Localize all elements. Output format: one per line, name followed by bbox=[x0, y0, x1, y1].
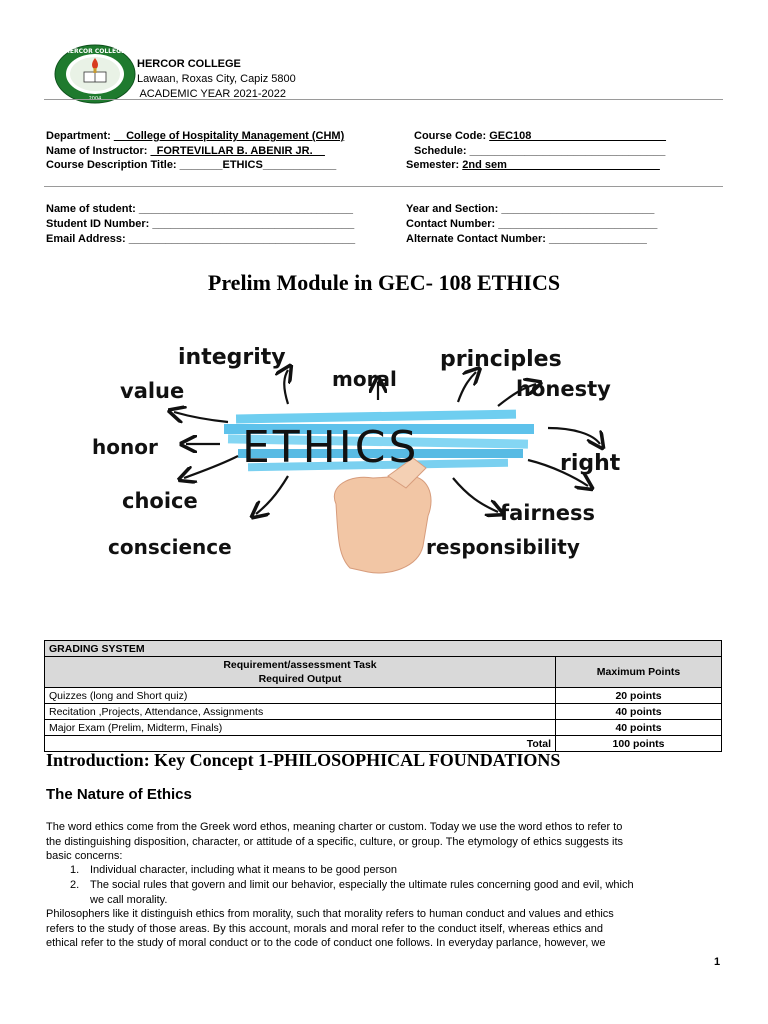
course-code-row: Course Code: GEC108______________________ bbox=[414, 130, 666, 142]
word-moral: moral bbox=[332, 367, 397, 391]
word-honor: honor bbox=[92, 435, 158, 459]
word-responsibility: responsibility bbox=[426, 535, 580, 559]
instructor-row: Name of Instructor: _FORTEVILLAR B. ABENIR JR.__ bbox=[46, 145, 325, 157]
year-section-field[interactable]: Year and Section: _________________________ bbox=[406, 203, 655, 215]
header-divider bbox=[44, 99, 723, 100]
table-row: Quizzes (long and Short quiz) 20 points bbox=[45, 688, 722, 704]
word-ethics-center: ETHICS bbox=[242, 422, 420, 473]
email-field[interactable]: Email Address: _____________________________________ bbox=[46, 233, 356, 245]
grading-system-table bbox=[44, 640, 722, 752]
ethics-word-cloud-image bbox=[88, 336, 676, 576]
college-info bbox=[137, 57, 296, 102]
column-header-points: Maximum Points bbox=[556, 657, 722, 688]
schedule-row: Schedule: ________________________________ bbox=[414, 145, 666, 157]
word-fairness: fairness bbox=[500, 501, 596, 525]
paragraph-2: Philosophers like it distinguish ethics from morality, such that morality refers to human conduct and values and ethics refers to the study of those areas. By this account, morals and moral refer to the conduct itself, whereas ethics and ethical refer to the study of moral conduct or to the code of conduct one follows. In everyday parlance, however, we bbox=[46, 908, 614, 950]
college-seal-logo bbox=[54, 44, 136, 104]
module-title: Prelim Module in GEC- 108 ETHICS bbox=[207, 270, 561, 295]
section-heading: The Nature of Ethics bbox=[46, 786, 192, 803]
word-integrity: integrity bbox=[178, 345, 286, 370]
word-honesty: honesty bbox=[516, 377, 611, 401]
academic-year: ACADEMIC YEAR 2021-2022 bbox=[137, 88, 286, 100]
hand-marker bbox=[334, 458, 431, 573]
college-address: Lawaan, Roxas City, Capiz 5800 bbox=[137, 73, 296, 85]
semester-row: Semester: 2nd sem_________________________ bbox=[406, 159, 660, 171]
table-total-row: Total 100 points bbox=[45, 736, 722, 752]
college-name: HERCOR COLLEGE bbox=[137, 58, 241, 70]
course-description-row: Course Description Title: _______ETHICS____________ bbox=[46, 159, 337, 171]
word-principles: principles bbox=[440, 347, 562, 372]
list-item-2-number: 2. bbox=[70, 879, 80, 891]
student-id-field[interactable]: Student ID Number: _________________________________ bbox=[46, 218, 355, 230]
list-item-1: Individual character, including what it means to be good person bbox=[90, 864, 397, 876]
department-row: Department: __College of Hospitality Management (CHM) bbox=[46, 130, 345, 142]
page-number: 1 bbox=[714, 956, 721, 968]
word-choice: choice bbox=[122, 489, 198, 513]
table-row: Major Exam (Prelim, Midterm, Finals) 40 points bbox=[45, 720, 722, 736]
word-right: right bbox=[560, 451, 621, 476]
paragraph-1: The word ethics come from the Greek word ethos, meaning charter or custom. Today we use the word ethos to refer to the distinguishing disposition, character, or attitude of a specific, culture, or group. The etymology of ethics suggests its basic concerns: bbox=[46, 821, 623, 863]
grading-caption: GRADING SYSTEM bbox=[45, 641, 722, 657]
column-header-task: Requirement/assessment Task Required Output bbox=[45, 657, 556, 688]
logo-text: HERCOR COLLEGE bbox=[64, 48, 126, 55]
student-name-field[interactable]: Name of student: ___________________________________ bbox=[46, 203, 354, 215]
info-divider bbox=[44, 186, 723, 187]
table-row: Recitation ,Projects, Attendance, Assignments 40 points bbox=[45, 704, 722, 720]
alternate-contact-field[interactable]: Alternate Contact Number: ________________ bbox=[406, 233, 647, 245]
contact-number-field[interactable]: Contact Number: __________________________ bbox=[406, 218, 658, 230]
intro-heading: Introduction: Key Concept 1-PHILOSOPHICAL FOUNDATIONS bbox=[46, 750, 561, 770]
logo-year: 2004 bbox=[88, 96, 102, 102]
list-item-1-number: 1. bbox=[70, 864, 80, 876]
word-value: value bbox=[120, 379, 185, 403]
list-item-2: The social rules that govern and limit our behavior, especially the ultimate rules concerning good and evil, which we call morality. bbox=[90, 879, 634, 906]
word-conscience: conscience bbox=[108, 535, 232, 559]
